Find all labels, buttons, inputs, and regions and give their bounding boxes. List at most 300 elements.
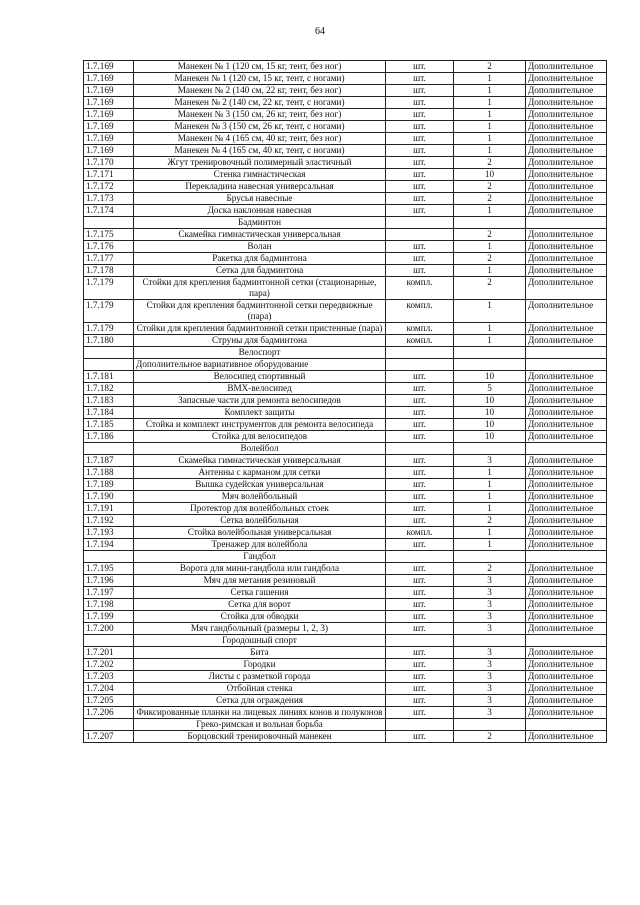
unit-cell: шт.: [386, 455, 454, 467]
item-name-cell: Перекладина навесная универсальная: [134, 181, 386, 193]
item-code-cell: 1.7.169: [84, 85, 134, 97]
item-name-cell: Манекен № 4 (165 см, 40 кг, тент, с ногами): [134, 145, 386, 157]
equipment-type-cell: Дополнительное: [526, 419, 607, 431]
section-empty-cell: [454, 443, 526, 455]
item-name-cell: ВМХ-велосипед: [134, 383, 386, 395]
table-row: [84, 383, 607, 395]
item-name-cell: Велосипед спортивный: [134, 371, 386, 383]
unit-cell: шт.: [386, 731, 454, 743]
table-row: [84, 300, 607, 323]
unit-cell: компл.: [386, 300, 454, 323]
unit-cell: шт.: [386, 169, 454, 181]
equipment-type-cell: Дополнительное: [526, 133, 607, 145]
quantity-cell: 1: [454, 73, 526, 85]
item-name-cell: Мяч для метания резиновый: [134, 575, 386, 587]
item-code-cell: 1.7.194: [84, 539, 134, 551]
item-code-cell: 1.7.197: [84, 587, 134, 599]
quantity-cell: 1: [454, 527, 526, 539]
unit-cell: шт.: [386, 265, 454, 277]
unit-cell: шт.: [386, 157, 454, 169]
item-name-cell: Волан: [134, 241, 386, 253]
table-row: [84, 193, 607, 205]
equipment-type-cell: Дополнительное: [526, 515, 607, 527]
section-empty-cell: [526, 443, 607, 455]
section-empty-cell: [454, 359, 526, 371]
section-row: [84, 443, 607, 455]
quantity-cell: 3: [454, 599, 526, 611]
table-row: [84, 169, 607, 181]
item-code-cell: 1.7.179: [84, 323, 134, 335]
item-code-cell: 1.7.169: [84, 97, 134, 109]
equipment-type-cell: Дополнительное: [526, 253, 607, 265]
item-code-cell: 1.7.174: [84, 205, 134, 217]
table-row: [84, 229, 607, 241]
quantity-cell: 3: [454, 623, 526, 635]
table-row: [84, 695, 607, 707]
quantity-cell: 1: [454, 133, 526, 145]
equipment-type-cell: Дополнительное: [526, 300, 607, 323]
unit-cell: шт.: [386, 97, 454, 109]
quantity-cell: 1: [454, 503, 526, 515]
table-row: [84, 527, 607, 539]
unit-cell: шт.: [386, 695, 454, 707]
section-code-cell: [84, 347, 134, 359]
section-empty-cell: [454, 551, 526, 563]
section-empty-cell: [386, 217, 454, 229]
quantity-cell: 1: [454, 205, 526, 217]
unit-cell: шт.: [386, 73, 454, 85]
equipment-type-cell: Дополнительное: [526, 527, 607, 539]
item-code-cell: 1.7.190: [84, 491, 134, 503]
quantity-cell: 2: [454, 563, 526, 575]
table-row: [84, 563, 607, 575]
quantity-cell: 1: [454, 323, 526, 335]
unit-cell: шт.: [386, 431, 454, 443]
item-code-cell: 1.7.169: [84, 73, 134, 85]
unit-cell: шт.: [386, 205, 454, 217]
table-row: [84, 395, 607, 407]
unit-cell: шт.: [386, 623, 454, 635]
quantity-cell: 2: [454, 193, 526, 205]
equipment-type-cell: Дополнительное: [526, 169, 607, 181]
equipment-type-cell: Дополнительное: [526, 109, 607, 121]
item-name-cell: Борцовский тренировочный манекен: [134, 731, 386, 743]
item-name-cell: Манекен № 2 (140 см, 22 кг, тент, без ног): [134, 85, 386, 97]
section-code-cell: [84, 551, 134, 563]
section-title: Дополнительное вариативное оборудование: [134, 359, 386, 371]
item-name-cell: Скамейка гимнастическая универсальная: [134, 229, 386, 241]
item-code-cell: 1.7.171: [84, 169, 134, 181]
equipment-type-cell: Дополнительное: [526, 659, 607, 671]
table-row: [84, 623, 607, 635]
equipment-type-cell: Дополнительное: [526, 587, 607, 599]
item-name-cell: Сетка гашения: [134, 587, 386, 599]
equipment-type-cell: Дополнительное: [526, 707, 607, 719]
section-empty-cell: [526, 719, 607, 731]
item-name-cell: Листы с разметкой города: [134, 671, 386, 683]
page-number: 64: [315, 26, 325, 37]
table-row: [84, 503, 607, 515]
quantity-cell: 10: [454, 431, 526, 443]
table-row: [84, 97, 607, 109]
item-name-cell: Скамейка гимнастическая универсальная: [134, 455, 386, 467]
item-code-cell: 1.7.180: [84, 335, 134, 347]
equipment-type-cell: Дополнительное: [526, 731, 607, 743]
unit-cell: шт.: [386, 241, 454, 253]
item-name-cell: Манекен № 3 (150 см, 26 кг, тент, без ног): [134, 109, 386, 121]
table-row: [84, 479, 607, 491]
section-empty-cell: [454, 347, 526, 359]
quantity-cell: 2: [454, 253, 526, 265]
section-title: Волейбол: [134, 443, 386, 455]
equipment-type-cell: Дополнительное: [526, 695, 607, 707]
equipment-type-cell: Дополнительное: [526, 623, 607, 635]
item-code-cell: 1.7.176: [84, 241, 134, 253]
item-code-cell: 1.7.169: [84, 61, 134, 73]
quantity-cell: 1: [454, 539, 526, 551]
item-name-cell: Стойки для крепления бадминтонной сетки пристенные (пара): [134, 323, 386, 335]
section-empty-cell: [454, 635, 526, 647]
unit-cell: шт.: [386, 383, 454, 395]
equipment-type-cell: Дополнительное: [526, 121, 607, 133]
item-code-cell: 1.7.199: [84, 611, 134, 623]
item-name-cell: Манекен № 3 (150 см, 26 кг, тент, с ногами): [134, 121, 386, 133]
item-code-cell: 1.7.184: [84, 407, 134, 419]
item-name-cell: Городки: [134, 659, 386, 671]
table-row: [84, 707, 607, 719]
item-name-cell: Жгут тренировочный полимерный эластичный: [134, 157, 386, 169]
equipment-type-cell: Дополнительное: [526, 503, 607, 515]
unit-cell: шт.: [386, 515, 454, 527]
equipment-type-cell: Дополнительное: [526, 371, 607, 383]
section-title: Бадминтон: [134, 217, 386, 229]
table-row: [84, 539, 607, 551]
unit-cell: шт.: [386, 671, 454, 683]
section-empty-cell: [526, 551, 607, 563]
equipment-type-cell: Дополнительное: [526, 575, 607, 587]
section-code-cell: [84, 719, 134, 731]
equipment-type-cell: Дополнительное: [526, 611, 607, 623]
item-name-cell: Стойка и комплект инструментов для ремонта велосипеда: [134, 419, 386, 431]
quantity-cell: 1: [454, 241, 526, 253]
unit-cell: шт.: [386, 109, 454, 121]
equipment-type-cell: Дополнительное: [526, 241, 607, 253]
equipment-type-cell: Дополнительное: [526, 683, 607, 695]
section-empty-cell: [526, 635, 607, 647]
equipment-type-cell: Дополнительное: [526, 205, 607, 217]
item-code-cell: 1.7.192: [84, 515, 134, 527]
quantity-cell: 5: [454, 383, 526, 395]
item-code-cell: 1.7.170: [84, 157, 134, 169]
equipment-type-cell: Дополнительное: [526, 335, 607, 347]
unit-cell: шт.: [386, 599, 454, 611]
unit-cell: шт.: [386, 611, 454, 623]
quantity-cell: 10: [454, 169, 526, 181]
item-code-cell: 1.7.204: [84, 683, 134, 695]
table-row: [84, 407, 607, 419]
table-row: [84, 157, 607, 169]
item-code-cell: 1.7.206: [84, 707, 134, 719]
equipment-type-cell: Дополнительное: [526, 467, 607, 479]
section-empty-cell: [454, 719, 526, 731]
equipment-type-cell: Дополнительное: [526, 73, 607, 85]
table-row: [84, 647, 607, 659]
table-row: [84, 671, 607, 683]
item-code-cell: 1.7.188: [84, 467, 134, 479]
unit-cell: [386, 229, 454, 241]
section-empty-cell: [386, 443, 454, 455]
quantity-cell: 1: [454, 85, 526, 97]
quantity-cell: 10: [454, 395, 526, 407]
section-code-cell: [84, 359, 134, 371]
item-name-cell: Манекен № 4 (165 см, 40 кг, тент, без ног): [134, 133, 386, 145]
equipment-type-cell: Дополнительное: [526, 85, 607, 97]
item-code-cell: 1.7.169: [84, 145, 134, 157]
unit-cell: шт.: [386, 707, 454, 719]
unit-cell: шт.: [386, 193, 454, 205]
table-row: [84, 731, 607, 743]
table-row: [84, 431, 607, 443]
table-row: [84, 515, 607, 527]
item-name-cell: Сетка волейбольная: [134, 515, 386, 527]
table-row: [84, 419, 607, 431]
equipment-type-cell: Дополнительное: [526, 383, 607, 395]
equipment-type-cell: Дополнительное: [526, 407, 607, 419]
item-code-cell: 1.7.203: [84, 671, 134, 683]
equipment-type-cell: Дополнительное: [526, 323, 607, 335]
item-code-cell: 1.7.169: [84, 121, 134, 133]
quantity-cell: 2: [454, 181, 526, 193]
item-name-cell: Стойки для крепления бадминтонной сетки передвижные (пара): [134, 300, 386, 323]
unit-cell: шт.: [386, 563, 454, 575]
item-name-cell: Стойка для обводки: [134, 611, 386, 623]
equipment-type-cell: Дополнительное: [526, 647, 607, 659]
equipment-type-cell: Дополнительное: [526, 563, 607, 575]
section-code-cell: [84, 443, 134, 455]
section-code-cell: [84, 635, 134, 647]
item-code-cell: 1.7.179: [84, 300, 134, 323]
unit-cell: шт.: [386, 253, 454, 265]
quantity-cell: 1: [454, 121, 526, 133]
equipment-type-cell: Дополнительное: [526, 455, 607, 467]
equipment-type-cell: Дополнительное: [526, 61, 607, 73]
quantity-cell: 2: [454, 277, 526, 300]
item-code-cell: 1.7.186: [84, 431, 134, 443]
item-code-cell: 1.7.196: [84, 575, 134, 587]
unit-cell: шт.: [386, 587, 454, 599]
table-row: [84, 61, 607, 73]
unit-cell: шт.: [386, 467, 454, 479]
equipment-type-cell: Дополнительное: [526, 97, 607, 109]
item-code-cell: 1.7.181: [84, 371, 134, 383]
quantity-cell: 2: [454, 731, 526, 743]
unit-cell: компл.: [386, 335, 454, 347]
table-row: [84, 133, 607, 145]
quantity-cell: 1: [454, 145, 526, 157]
item-code-cell: 1.7.183: [84, 395, 134, 407]
unit-cell: компл.: [386, 323, 454, 335]
section-row: [84, 217, 607, 229]
item-code-cell: 1.7.198: [84, 599, 134, 611]
item-code-cell: 1.7.189: [84, 479, 134, 491]
quantity-cell: 3: [454, 647, 526, 659]
item-name-cell: Ворота для мини-гандбола или гандбола: [134, 563, 386, 575]
item-code-cell: 1.7.191: [84, 503, 134, 515]
section-empty-cell: [454, 217, 526, 229]
quantity-cell: 3: [454, 611, 526, 623]
section-title: Велоспорт: [134, 347, 386, 359]
equipment-table: [83, 60, 607, 743]
quantity-cell: 2: [454, 157, 526, 169]
item-name-cell: Струны для бадминтона: [134, 335, 386, 347]
unit-cell: шт.: [386, 539, 454, 551]
section-empty-cell: [386, 635, 454, 647]
equipment-table-body: [84, 61, 607, 743]
unit-cell: шт.: [386, 181, 454, 193]
section-empty-cell: [386, 719, 454, 731]
item-name-cell: Запасные части для ремонта велосипедов: [134, 395, 386, 407]
unit-cell: шт.: [386, 85, 454, 97]
equipment-type-cell: Дополнительное: [526, 265, 607, 277]
unit-cell: шт.: [386, 647, 454, 659]
item-name-cell: Комплект защиты: [134, 407, 386, 419]
section-row: [84, 347, 607, 359]
table-row: [84, 683, 607, 695]
quantity-cell: 10: [454, 371, 526, 383]
table-row: [84, 121, 607, 133]
equipment-type-cell: Дополнительное: [526, 395, 607, 407]
unit-cell: шт.: [386, 575, 454, 587]
quantity-cell: 3: [454, 575, 526, 587]
unit-cell: шт.: [386, 503, 454, 515]
quantity-cell: 3: [454, 707, 526, 719]
section-empty-cell: [386, 551, 454, 563]
item-code-cell: 1.7.179: [84, 277, 134, 300]
equipment-type-cell: Дополнительное: [526, 229, 607, 241]
item-name-cell: Мяч волейбольный: [134, 491, 386, 503]
equipment-type-cell: Дополнительное: [526, 193, 607, 205]
table-row: [84, 181, 607, 193]
quantity-cell: 3: [454, 587, 526, 599]
table-row: [84, 335, 607, 347]
quantity-cell: 3: [454, 683, 526, 695]
quantity-cell: 2: [454, 229, 526, 241]
section-empty-cell: [526, 359, 607, 371]
unit-cell: компл.: [386, 527, 454, 539]
quantity-cell: 1: [454, 300, 526, 323]
section-empty-cell: [526, 347, 607, 359]
table-row: [84, 241, 607, 253]
item-code-cell: 1.7.172: [84, 181, 134, 193]
item-code-cell: 1.7.187: [84, 455, 134, 467]
section-row: [84, 359, 607, 371]
table-row: [84, 145, 607, 157]
item-name-cell: Вышка судейская универсальная: [134, 479, 386, 491]
unit-cell: шт.: [386, 407, 454, 419]
quantity-cell: 1: [454, 479, 526, 491]
section-empty-cell: [386, 347, 454, 359]
quantity-cell: 1: [454, 109, 526, 121]
unit-cell: шт.: [386, 683, 454, 695]
section-title: Городошный спорт: [134, 635, 386, 647]
unit-cell: шт.: [386, 491, 454, 503]
table-row: [84, 611, 607, 623]
quantity-cell: 3: [454, 695, 526, 707]
unit-cell: шт.: [386, 371, 454, 383]
equipment-type-cell: Дополнительное: [526, 157, 607, 169]
item-code-cell: 1.7.177: [84, 253, 134, 265]
item-code-cell: 1.7.202: [84, 659, 134, 671]
quantity-cell: 1: [454, 335, 526, 347]
section-row: [84, 635, 607, 647]
equipment-type-cell: Дополнительное: [526, 145, 607, 157]
section-title: Гандбол: [134, 551, 386, 563]
item-name-cell: Стенка гимнастическая: [134, 169, 386, 181]
item-code-cell: 1.7.200: [84, 623, 134, 635]
table-row: [84, 323, 607, 335]
quantity-cell: 1: [454, 491, 526, 503]
item-name-cell: Стойки для крепления бадминтонной сетки (стационарные, пара): [134, 277, 386, 300]
table-row: [84, 491, 607, 503]
unit-cell: шт.: [386, 133, 454, 145]
table-row: [84, 109, 607, 121]
item-name-cell: Манекен № 1 (120 см, 15 кг, тент, с ногами): [134, 73, 386, 85]
quantity-cell: 3: [454, 659, 526, 671]
section-code-cell: [84, 217, 134, 229]
item-code-cell: 1.7.178: [84, 265, 134, 277]
item-name-cell: Мяч гандбольный (размеры 1, 2, 3): [134, 623, 386, 635]
item-name-cell: Отбойная стенка: [134, 683, 386, 695]
table-row: [84, 371, 607, 383]
item-code-cell: 1.7.175: [84, 229, 134, 241]
item-name-cell: Сетка для бадминтона: [134, 265, 386, 277]
quantity-cell: 2: [454, 515, 526, 527]
unit-cell: шт.: [386, 659, 454, 671]
section-row: [84, 551, 607, 563]
equipment-type-cell: Дополнительное: [526, 181, 607, 193]
unit-cell: шт.: [386, 479, 454, 491]
table-row: [84, 599, 607, 611]
item-name-cell: Ракетка для бадминтона: [134, 253, 386, 265]
quantity-cell: 3: [454, 455, 526, 467]
section-row: [84, 719, 607, 731]
table-row: [84, 575, 607, 587]
table-row: [84, 277, 607, 300]
item-name-cell: Стойка для велосипедов: [134, 431, 386, 443]
section-empty-cell: [526, 217, 607, 229]
section-empty-cell: [386, 359, 454, 371]
quantity-cell: 1: [454, 97, 526, 109]
item-code-cell: 1.7.182: [84, 383, 134, 395]
unit-cell: шт.: [386, 61, 454, 73]
item-code-cell: 1.7.201: [84, 647, 134, 659]
unit-cell: шт.: [386, 121, 454, 133]
item-name-cell: Фиксированные планки на лицевых линиях конов и полуконов: [134, 707, 386, 719]
table-row: [84, 265, 607, 277]
equipment-type-cell: Дополнительное: [526, 539, 607, 551]
item-name-cell: Стойка волейбольная универсальная: [134, 527, 386, 539]
item-code-cell: 1.7.169: [84, 109, 134, 121]
quantity-cell: 10: [454, 407, 526, 419]
item-name-cell: Манекен № 1 (120 см, 15 кг, тент, без ног): [134, 61, 386, 73]
unit-cell: компл.: [386, 277, 454, 300]
quantity-cell: 3: [454, 671, 526, 683]
item-code-cell: 1.7.195: [84, 563, 134, 575]
item-name-cell: Протектор для волейбольных стоек: [134, 503, 386, 515]
equipment-type-cell: Дополнительное: [526, 479, 607, 491]
item-code-cell: 1.7.169: [84, 133, 134, 145]
item-name-cell: Тренажер для волейбола: [134, 539, 386, 551]
